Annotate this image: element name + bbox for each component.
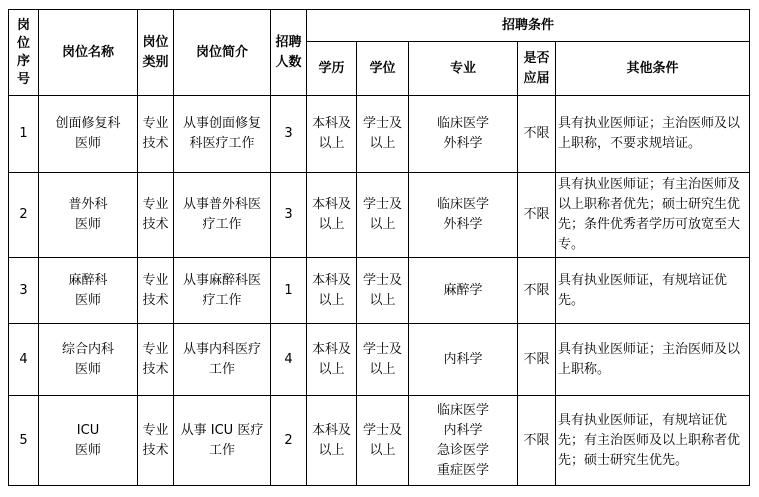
cell-category: 专业 技术	[138, 324, 174, 396]
cell-intro: 从事麻醉科医 疗工作	[174, 258, 271, 324]
cell-name: 麻醉科 医师	[39, 258, 138, 324]
cell-degree: 学士及 以上	[357, 258, 409, 324]
cell-major: 临床医学 外科学	[409, 96, 518, 173]
cell-seq: 2	[9, 173, 39, 258]
cell-residence: 不限	[518, 258, 556, 324]
cell-residence: 不限	[518, 96, 556, 173]
cell-major: 内科学	[409, 324, 518, 396]
header-other: 其他条件	[556, 42, 750, 96]
table-row	[9, 173, 750, 258]
table-row	[9, 396, 750, 486]
cell-other: 具有执业医师证，有规培证优先；有主治医师及以上职称者优先；硕士研究生优先。	[556, 396, 750, 486]
cell-seq: 4	[9, 324, 39, 396]
header-category: 岗位 类别	[138, 10, 174, 96]
header-major: 专业	[409, 42, 518, 96]
cell-major: 临床医学 外科学	[409, 173, 518, 258]
cell-major: 麻醉学	[409, 258, 518, 324]
cell-seq: 1	[9, 96, 39, 173]
cell-degree: 学士及 以上	[357, 396, 409, 486]
cell-degree: 学士及 以上	[357, 324, 409, 396]
cell-education: 本科及 以上	[307, 258, 357, 324]
header-seq: 岗 位 序 号	[9, 10, 39, 96]
cell-intro: 从事普外科医 疗工作	[174, 173, 271, 258]
cell-intro: 从事创面修复 科医疗工作	[174, 96, 271, 173]
cell-degree: 学士及 以上	[357, 96, 409, 173]
cell-other: 具有执业医师证；有主治医师及以上职称者优先；硕士研究生优先；条件优秀者学历可放宽至大专。	[556, 173, 750, 258]
cell-category: 专业 技术	[138, 258, 174, 324]
header-degree: 学位	[357, 42, 409, 96]
cell-residence: 不限	[518, 173, 556, 258]
cell-name: ICU 医师	[39, 396, 138, 486]
cell-count: 1	[271, 258, 307, 324]
cell-seq: 5	[9, 396, 39, 486]
table-row	[9, 324, 750, 396]
cell-other: 具有执业医师证；主治医师及以上职称。	[556, 324, 750, 396]
cell-education: 本科及 以上	[307, 96, 357, 173]
cell-major: 临床医学 内科学 急诊医学 重症医学	[409, 396, 518, 486]
cell-name: 普外科 医师	[39, 173, 138, 258]
header-name: 岗位名称	[39, 10, 138, 96]
cell-other: 具有执业医师证，有规培证优先。	[556, 258, 750, 324]
header-intro: 岗位简介	[174, 10, 271, 96]
cell-count: 3	[271, 173, 307, 258]
header-count: 招聘 人数	[271, 10, 307, 96]
header-row-1	[9, 10, 750, 42]
recruitment-table	[8, 9, 750, 486]
cell-residence: 不限	[518, 396, 556, 486]
cell-intro: 从事 ICU 医疗 工作	[174, 396, 271, 486]
header-conditions: 招聘条件	[307, 10, 750, 42]
cell-name: 综合内科 医师	[39, 324, 138, 396]
cell-count: 4	[271, 324, 307, 396]
cell-intro: 从事内科医疗 工作	[174, 324, 271, 396]
table-row	[9, 258, 750, 324]
cell-count: 2	[271, 396, 307, 486]
table-row	[9, 96, 750, 173]
cell-name: 创面修复科 医师	[39, 96, 138, 173]
cell-other: 具有执业医师证；主治医师及以上职称，不要求规培证。	[556, 96, 750, 173]
header-residence: 是否 应届	[518, 42, 556, 96]
cell-category: 专业 技术	[138, 173, 174, 258]
cell-education: 本科及 以上	[307, 173, 357, 258]
cell-degree: 学士及 以上	[357, 173, 409, 258]
header-education: 学历	[307, 42, 357, 96]
cell-category: 专业 技术	[138, 96, 174, 173]
cell-education: 本科及 以上	[307, 324, 357, 396]
cell-category: 专业 技术	[138, 396, 174, 486]
cell-seq: 3	[9, 258, 39, 324]
cell-education: 本科及 以上	[307, 396, 357, 486]
cell-count: 3	[271, 96, 307, 173]
cell-residence: 不限	[518, 324, 556, 396]
